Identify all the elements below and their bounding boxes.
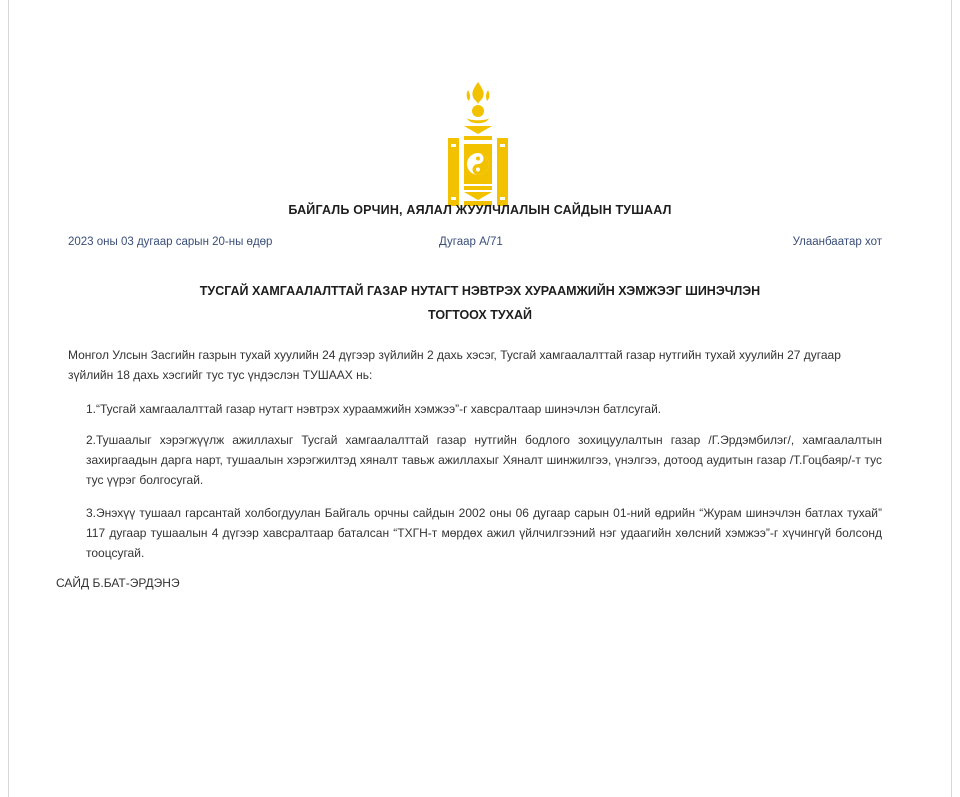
order-title-line-2: ТОГТООХ ТУХАЙ <box>428 308 532 322</box>
ministry-order-heading: БАЙГАЛЬ ОРЧИН, АЯЛАЛ ЖУУЛЧЛАЛЫН САЙДЫН ТУШААЛ <box>288 203 672 217</box>
minister-signature: САЙД Б.БАТ-ЭРДЭНЭ <box>56 576 180 590</box>
order-preamble: Монгол Улсын Засгийн газрын тухай хуулийн 24 дүгээр зүйлийн 2 дахь хэсэг, Тусгай хамгаалалттай газар нутгийн тухай хуулийн 27 дугаар зүйлийн 18 дахь хэсгийг тус тус үндэслэн ТУШААХ нь: <box>68 348 841 382</box>
order-item-1: 1.“Тусгай хамгаалалттай газар нутагт нэвтрэх хураамжийн хэмжээ”-г хавсралтаар шинэчлэн батлсугай. <box>86 402 662 416</box>
order-title <box>0 279 960 327</box>
order-title-line-1: ТУСГАЙ ХАМГААЛАЛТТАЙ ГАЗАР НУТАГТ НЭВТРЭХ ХУРААМЖИЙН ХЭМЖЭЭГ ШИНЭЧЛЭН <box>199 284 761 298</box>
mongolia-state-emblem-icon <box>444 80 512 206</box>
page-border-left <box>8 0 9 797</box>
order-date: 2023 оны 03 дугаар сарын 20-ны өдөр <box>68 236 273 248</box>
order-number: Дугаар А/71 <box>439 236 503 248</box>
order-item-2: 2.Тушаалыг хэрэгжүүлж ажиллахыг Тусгай хамгаалалттай газар нутгийн бодлого зохицуулалтын газар /Г.Эрдэмбилэг/, хамгаалалтын захиргаадын дарга нарт, тушаалын хэрэгжилтэд хяналт тавьж ажиллахыг Хяналт шинжилгээ, үнэлгээ, дотоод аудитын газар /Т.Гоцбаяр/-т тус тус үүрэг болгосугай. <box>86 433 882 487</box>
page-border-right <box>951 0 952 797</box>
order-item-3: 3.Энэхүү тушаал гарсантай холбогдуулан Байгаль орчны сайдын 2002 оны 06 дугаар сарын 01-ний өдрийн “Журам шинэчлэн батлах тухай” 117 дугаар тушаалын 4 дүгээр хавсралтаар баталсан “ТХГН-т мөрдөх ажил үйлчилгээний нэг удаагийн хөлсний хэмжээ”-г хүчингүй болсонд тооцсугай. <box>86 506 882 560</box>
order-city: Улаанбаатар хот <box>792 236 882 248</box>
